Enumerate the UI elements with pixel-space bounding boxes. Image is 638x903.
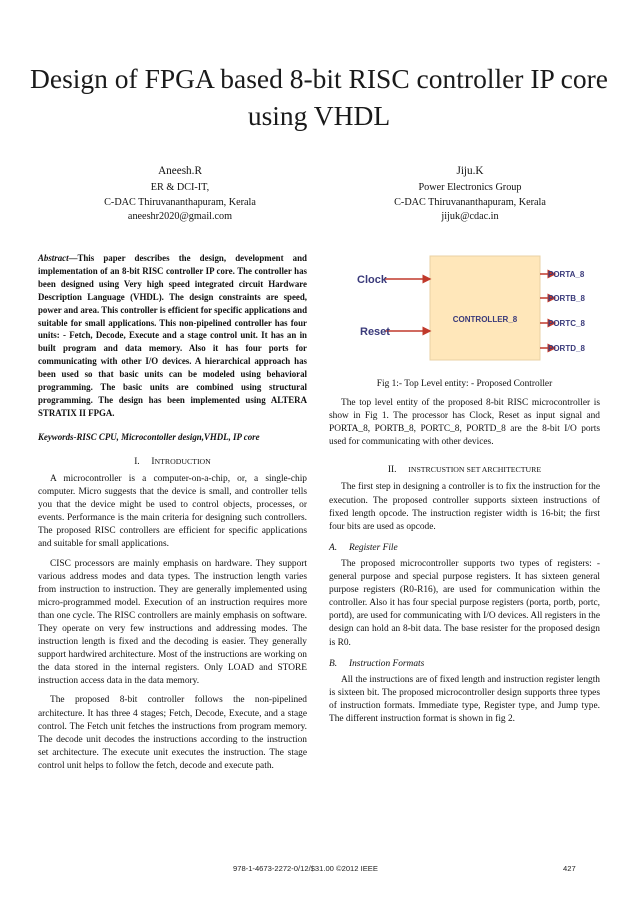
- figure-top-level-entity: [345, 248, 595, 368]
- instruction-formats-paragraph: All the instructions are of fixed length and instruction register length is sixteen bit. The proposed microcontroller design supports three types of instruction formats. Immediate type, Register type, and Jump type. The different instruction format is shown in fig 2.: [329, 674, 600, 724]
- author-department: Power Electronics Group: [418, 182, 522, 193]
- clock-label: Clock: [357, 274, 387, 286]
- author-department: ER & DCI-IT,: [150, 182, 210, 193]
- abstract: [38, 252, 307, 420]
- author-block-2: [340, 162, 600, 225]
- author-block-1: [50, 162, 310, 225]
- intro-paragraph-2: CISC processors are mainly emphasis on hardware. They support various address modes and data types. The instruction length varies from instruction to instruction. They are generally implemented using micro-programmed model. Execution of an instruction requires more than one cycle. The RISC controllers are mainly emphasis on software. They operate on very few instructions and addressing modes. The instruction length is fixed and the decoding is easier. They generally support hardwired architecture. Most of the instructions are working on the data stored in the internal registers. Only LOAD and STORE instruction access data in the data memory.: [38, 558, 307, 687]
- abstract-label: Abstract: [38, 253, 69, 263]
- right-column: [329, 397, 600, 726]
- footer-copyright: 978-1-4673-2272-0/12/$31.00 ©2012 IEEE: [233, 864, 378, 873]
- intro-paragraph-1: A microcontroller is a computer-on-a-chip, or, a single-chip computer. Micro suggests that the device is small, and controller tells you that the device might be used to control objects, processes, or events. Performance is the main criteria for designing such controllers. The proposed RISC controllers are efficient for specific applications and suitable for small applications.: [38, 473, 307, 550]
- register-file-paragraph: The proposed microcontroller supports two types of registers: - general purpose and special purpose registers. It has sixteen general purpose registers (R0-R16), are used for communication within the controller. Also it has four special purpose registers (porta, portb, portc, portd), are used for communicating with I/O devices. All registers in the design can hold an 8-bit data. The base resister for the proposed design is R0.: [329, 558, 600, 648]
- portb-label: PORTB_8: [548, 294, 585, 303]
- author-organization: C-DAC Thiruvananthapuram, Kerala: [394, 196, 546, 208]
- author-name: Jiju.K: [456, 165, 484, 177]
- intro-paragraph-3: The proposed 8-bit controller follows the non-pipelined architecture. It has three 4 stages; Fetch, Decode, Execute, and a stage control. The Fetch unit fetches the instructions from program memory. The decode unit decodes the instructions according to the instruction set architecture. The execute unit executes the instruction. The stage control unit helps to follow the fetch, decode and execute path.: [38, 695, 307, 771]
- section-heading-isa: II. INSTRCUSTION SET ARCHITECTURE: [387, 465, 542, 476]
- abstract-text: —This paper describes the design, development and implementation of an 8-bit RISC controller IP core. The controller has been designed using Very high speed integrated circuit Hardware Description Language (VHDL). The design constraints are speed, power and area. This controller is efficient for specific applications and suitable for small applications. This non-pipelined controller has four units: - Fetch, Decode, Execute and a stage control unit. It has an in built program and data memory. Also it has four ports for communicating with other I/O devices. A hierarchical approach has been used so that basic units can be modeled using behavioral programming. The basic units are combined using structural programming. The design has been implemented using ALTERA STRATIX II FPGA.: [38, 253, 307, 418]
- author-organization: C-DAC Thiruvananthapuram, Kerala: [104, 196, 256, 208]
- figure-caption: Fig 1:- Top Level entity: - Proposed Controller: [376, 379, 553, 389]
- keywords: Keywords-RISC CPU, Microcontoller design,VHDL, IP core: [38, 431, 260, 442]
- isa-paragraph: The first step in designing a controller is to fix the instruction for the execution. The proposed controller supports sixteen instructions of fixed length opcode. The instruction register width is 16-bit; the first four bits are used as opcode.: [329, 482, 600, 532]
- controller-label: CONTROLLER_8: [452, 315, 518, 324]
- author-name: Aneesh.R: [158, 165, 202, 177]
- left-column: [38, 252, 307, 773]
- page-number: 427: [563, 864, 576, 873]
- portd-label: PORTD_8: [548, 344, 585, 353]
- porta-label: PORTA_8: [548, 270, 585, 279]
- section-heading-introduction: I. INTRODUCTION: [134, 456, 211, 467]
- top-level-entity-paragraph: The top level entity of the proposed 8-bit RISC microcontroller is show in Fig 1. The processor has Clock, Reset as input signal and PORTA_8, PORTB_8, PORTC_8, PORTD_8 are the 8-bit I/O ports used for communicating with other devices.: [329, 398, 600, 448]
- reset-label: Reset: [360, 326, 390, 338]
- controller-block: [430, 256, 540, 360]
- portc-label: PORTC_8: [548, 319, 585, 328]
- subsection-heading-register-file: A. Register File: [329, 542, 398, 553]
- author-email: jijuk@cdac.in: [441, 211, 499, 223]
- subsection-heading-instruction-formats: B. Instruction Formats: [329, 658, 425, 669]
- paper-title: Design of FPGA based 8-bit RISC controller IP core using VHDL: [30, 63, 608, 131]
- author-email: aneeshr2020@gmail.com: [127, 211, 233, 223]
